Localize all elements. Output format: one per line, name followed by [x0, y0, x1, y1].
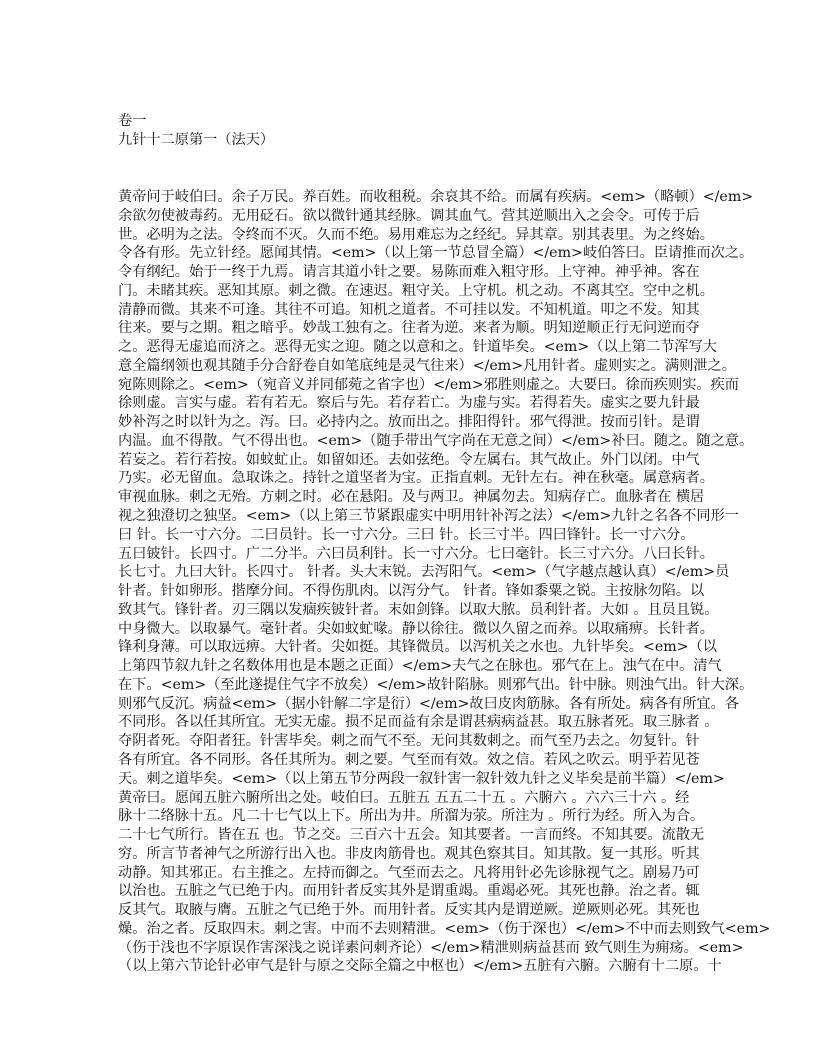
text-line: 审视血脉。刺之无殆。方刺之时。必在悬阳。及与两卫。神属勿去。知病存亡。血脉者在 横居	[118, 489, 705, 506]
volume-heading: 卷一	[118, 113, 147, 129]
text-line: 天。刺之道毕矣。<em>（以上第五节分两段一叙针害一叙针效九针之义毕矣是前半篇）</em>	[118, 770, 725, 787]
text-line: 长七寸。九曰大针。长四寸。 针者。头大末锐。去泻阳气。<em>（气字越点越认真）</em>员	[118, 564, 730, 581]
text-line: 宛陈则除之。<em>（宛音义并同郁菀之省字也）</em>邪胜则虚之。大要曰。徐而疾则实。疾而	[118, 376, 739, 393]
text-line: 乃实。必无留血。急取诛之。持针之道坚者为宝。正指直刺。无针左右。神在秋毫。属意病者。	[118, 470, 714, 487]
text-line: 针者。针如卵形。揩摩分间。不得伤肌肉。以泻分气。 针者。锋如黍粟之锐。主按脉勿陷。以	[118, 583, 705, 600]
text-line: 则邪气反沉。病益<em>（据小针解二字是衍）</em>故曰皮肉筋脉。各有所处。病各有所宜。各	[118, 695, 739, 712]
text-line: 意全篇纲领也观其随手分合舒卷自如笔底纯是灵气往来）</em>凡用针者。虚则实之。满则泄之。	[118, 357, 736, 374]
text-line: 中身微大。以取暴气。毫针者。尖如蚊虻喙。静以徐往。微以久留之而养。以取痛痹。长针者。	[118, 620, 714, 637]
text-line: 徐则虚。言实与虚。若有若无。察后与先。若存若亡。为虚与实。若得若失。虚实之要九针最	[118, 395, 700, 412]
text-line: 内温。血不得散。气不得出也。<em>（随手带出气字尚在无意之间）</em>补曰。随之。随之意。	[118, 432, 754, 449]
text-line: 曰 针。长一寸六分。二曰员针。长一寸六分。三曰 针。长三寸半。四曰锋针。长一寸六分。	[118, 526, 695, 543]
text-line: 五曰铍针。长四寸。广二分半。六曰员利针。长一寸六分。七曰毫针。长三寸六分。八曰长针。	[118, 545, 714, 562]
text-line: 妙补泻之时以针为之。泻。曰。必持内之。放而出之。排阳得针。邪气得泄。按而引针。是谓	[118, 414, 700, 431]
text-line: 上第四节叙九针之名数体用也是本题之正面）</em>夫气之在脉也。邪气在上。浊气在中。清气	[118, 658, 722, 675]
text-line: 世。必明为之法。令终而不灭。久而不绝。易用难忘为之经纪。异其章。别其表里。为之终始。	[118, 226, 714, 243]
text-line: 若妄之。若行若按。如蚊虻止。如留如还。去如弦绝。令左属右。其气故止。外门以闭。中气	[118, 451, 700, 468]
text-line: 在下。<em>（至此遂提住气字不放矣）</em>故针陷脉。则邪气出。针中脉。则浊气出。针大深。	[118, 676, 754, 693]
text-line: （伤于浅也不字原误作害深浅之说详素问刺齐论）</em>精泄则病益甚而 致气则生为痈疡。<em>	[118, 939, 744, 956]
text-line: 清静而微。其来不可逢。其往不可追。知机之道者。不可挂以发。不知机道。叩之不发。知其	[118, 301, 700, 318]
text-line: 各有所宜。各不同形。各任其所为。刺之要。气至而有效。效之信。若风之吹云。明乎若见苍	[118, 751, 700, 768]
text-line: 黄帝曰。愿闻五脏六腑所出之处。岐伯曰。五脏五 五五二十五 。六腑六 。六六三十六 。经	[118, 789, 690, 806]
text-line: 反其气。取腋与膺。五脏之气已绝于外。而用针者。反实其内是谓逆厥。逆厥则必死。其死也	[118, 902, 700, 919]
text-line: 动静。知其邪正。右主推之。左持而御之。气至而去之。凡将用针必先诊脉视气之。剧易乃可	[118, 864, 700, 881]
text-line: 致其气。锋针者。刃三隅以发痼疾铍针者。末如剑锋。以取大脓。员利针者。大如 。且员且锐。	[118, 601, 719, 618]
body-text	[118, 188, 771, 976]
text-line: 燥。治之者。反取四末。刺之害。中而不去则精泄。<em>（伤于深也）</em>不中而去则致气<em>	[118, 920, 771, 937]
text-line: 锋利身薄。可以取远痹。大针者。尖如挺。其锋微员。以泻机关之水也。九针毕矣。<em>（以	[118, 639, 717, 656]
text-line: 二十七气所行。皆在五 也。节之交。三百六十五会。知其要者。一言而终。不知其要。流散无	[118, 827, 705, 844]
text-line: 余欲勿使被毒药。无用砭石。欲以微针通其经脉。调其血气。营其逆顺出入之会令。可传于后	[118, 207, 700, 224]
text-line: 往来。要与之期。粗之暗乎。妙哉工独有之。往者为逆。来者为顺。明知逆顺正行无问逆而夺	[118, 320, 700, 337]
text-line: 以治也。五脏之气已绝于内。而用针者反实其外是谓重竭。重竭必死。其死也静。治之者。辄	[118, 883, 700, 900]
text-line: 视之独澄切之独坚。<em>（以上第三节紧跟虚实中明用针补泻之法）</em>九针之名各不同形一	[118, 508, 739, 525]
text-line: 门。未睹其疾。恶知其原。刺之微。在速迟。粗守关。上守机。机之动。不离其空。空中之机。	[118, 282, 714, 299]
text-line: 夺阴者死。夺阳者狂。针害毕矣。刺之而气不至。无问其数刺之。而气至乃去之。勿复针。针	[118, 733, 700, 750]
text-line: 令各有形。先立针经。愿闻其情。<em>（以上第一节总冒全篇）</em>岐伯答曰。臣请推而次之。	[118, 245, 754, 262]
chapter-title: 九针十二原第一（法天）	[118, 132, 275, 148]
text-line: 令有纲纪。始于一终于九焉。请言其道小针之要。易陈而难入粗守形。上守神。神乎神。客在	[118, 264, 700, 281]
text-line: 黄帝问于岐伯曰。余子万民。养百姓。而收租税。余哀其不给。而属有疾病。<em>（略顿）</em>	[118, 189, 754, 205]
text-line: 脉十二络脉十五。凡二十七气以上下。所出为井。所溜为荥。所注为 。所行为经。所入为合。	[118, 808, 705, 825]
text-line: 穷。所言节者神气之所游行出入也。非皮肉筋骨也。观其色察其目。知其散。复一其形。听其	[118, 845, 700, 862]
text-line: （以上第六节论针必审气是针与原之交际全篇之中枢也）</em>五脏有六腑。六腑有十二原。十	[118, 958, 722, 975]
text-line: 不同形。各以任其所宜。无实无虚。损不足而益有余是谓甚病病益甚。取五脉者死。取三脉者 。	[118, 714, 719, 731]
text-line: 之。恶得无虚追而济之。恶得无实之迎。随之以意和之。针道毕矣。<em>（以上第二节浑写大	[118, 339, 717, 356]
